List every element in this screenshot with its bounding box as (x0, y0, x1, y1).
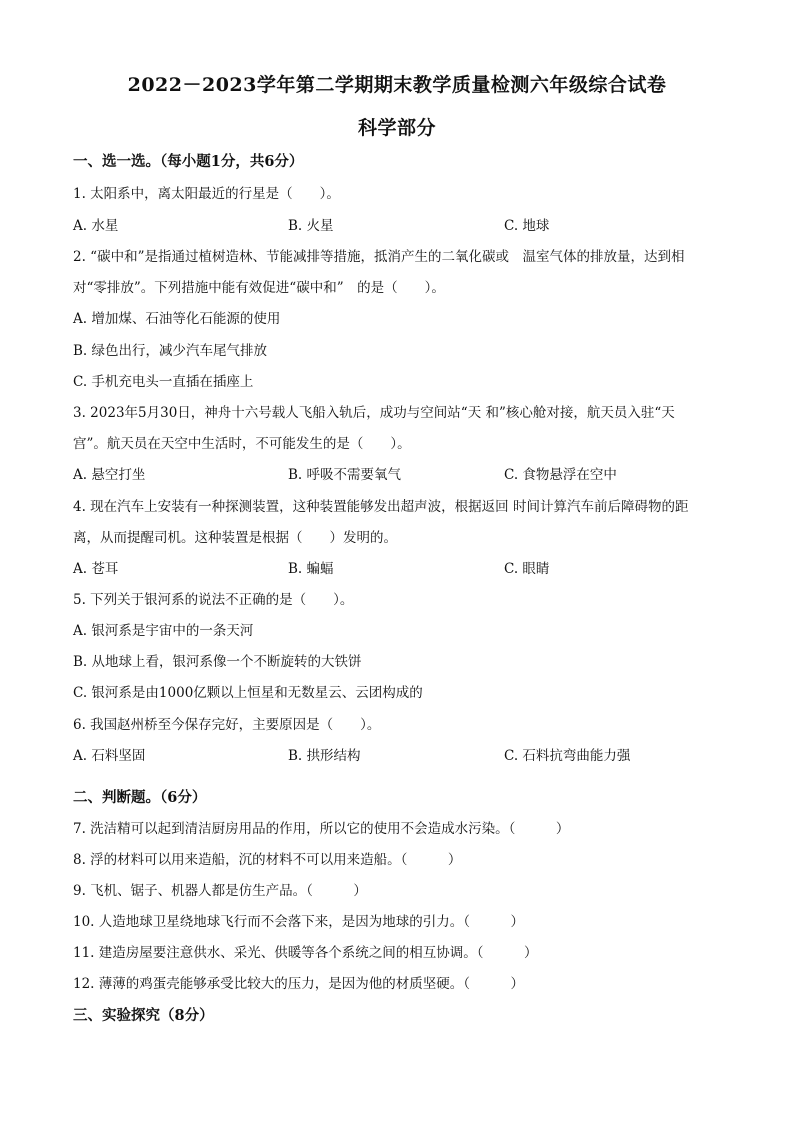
question-3-option-a: A. 悬空打坐 (73, 467, 146, 483)
question-2-stem-line-1: 2. “碳中和”是指通过植树造林、节能减排等措施，抵消产生的二氧化碳或 温室气体的排放量，达到相 (73, 249, 685, 265)
question-5-option-c: C. 银河系是由1000亿颗以上恒星和无数星云、云团构成的 (73, 685, 423, 701)
question-5-option-a: A. 银河系是宇宙中的一条天河 (73, 623, 254, 639)
question-6-stem: 6. 我国赵州桥至今保存完好，主要原因是（ ）。 (73, 717, 381, 733)
question-5-stem: 5. 下列关于银河系的说法不正确的是（ ）。 (73, 592, 354, 608)
question-11: 11. 建造房屋要注意供水、采光、供暖等各个系统之间的相互协调。（ ） (73, 945, 538, 961)
section-3-heading: 三、实验探究（8分） (73, 1007, 214, 1024)
question-3-option-b: B. 呼吸不需要氧气 (288, 467, 402, 483)
question-2-option-c: C. 手机充电头一直插在插座上 (73, 374, 254, 390)
page-title: 2022－2023学年第二学期期末教学质量检测六年级综合试卷 (127, 74, 667, 96)
question-8: 8. 浮的材料可以用来造船，沉的材料不可以用来造船。（ ） (73, 852, 462, 868)
question-3-stem-line-2: 宫”。航天员在天空中生活时，不可能发生的是（ ）。 (73, 436, 411, 452)
question-7: 7. 洗洁精可以起到清洁厨房用品的作用，所以它的使用不会造成水污染。（ ） (73, 821, 570, 837)
question-3-option-c: C. 食物悬浮在空中 (504, 467, 617, 483)
question-1-option-b: B. 火星 (288, 218, 334, 234)
question-1-stem: 1. 太阳系中，离太阳最近的行星是（ ）。 (73, 186, 340, 202)
question-6-option-a: A. 石料坚固 (73, 748, 146, 764)
question-1-option-c: C. 地球 (504, 218, 550, 234)
question-3-stem-line-1: 3. 2023年5月30日，神舟十六号载人飞船入轨后，成功与空间站“天 和”核心舱对接，航天员入驻“天 (73, 405, 675, 421)
question-6-option-b: B. 拱形结构 (288, 748, 361, 764)
question-4-option-b: B. 蝙蝠 (288, 561, 334, 577)
section-2-heading: 二、判断题。（6分） (73, 789, 207, 806)
section-1-heading: 一、选一选。（每小题1分，共6分） (73, 153, 304, 170)
question-4-stem-line-1: 4. 现在汽车上安装有一种探测装置，这种装置能够发出超声波，根据返回 时间计算汽车前后障碍物的距 (73, 499, 689, 515)
question-2-option-a: A. 增加煤、石油等化石能源的使用 (73, 311, 281, 327)
question-9: 9. 飞机、锯子、机器人都是仿生产品。（ ） (73, 883, 367, 899)
question-4-option-c: C. 眼睛 (504, 561, 550, 577)
question-4-option-a: A. 苍耳 (73, 561, 119, 577)
question-10: 10. 人造地球卫星绕地球飞行而不会落下来，是因为地球的引力。（ ） (73, 914, 525, 930)
question-6-option-c: C. 石料抗弯曲能力强 (504, 748, 631, 764)
question-5-option-b: B. 从地球上看，银河系像一个不断旋转的大铁饼 (73, 654, 362, 670)
page-subtitle: 科学部分 (357, 117, 436, 139)
question-12: 12. 薄薄的鸡蛋壳能够承受比较大的压力，是因为他的材质坚硬。（ ） (73, 976, 525, 992)
question-2-stem-line-2: 对“零排放”。下列措施中能有效促进“碳中和” 的是（ ）。 (73, 280, 445, 296)
question-2-option-b: B. 绿色出行，减少汽车尾气排放 (73, 343, 268, 359)
question-4-stem-line-2: 离，从而提醒司机。这种装置是根据（ ）发明的。 (73, 530, 397, 546)
question-1-option-a: A. 水星 (73, 218, 119, 234)
